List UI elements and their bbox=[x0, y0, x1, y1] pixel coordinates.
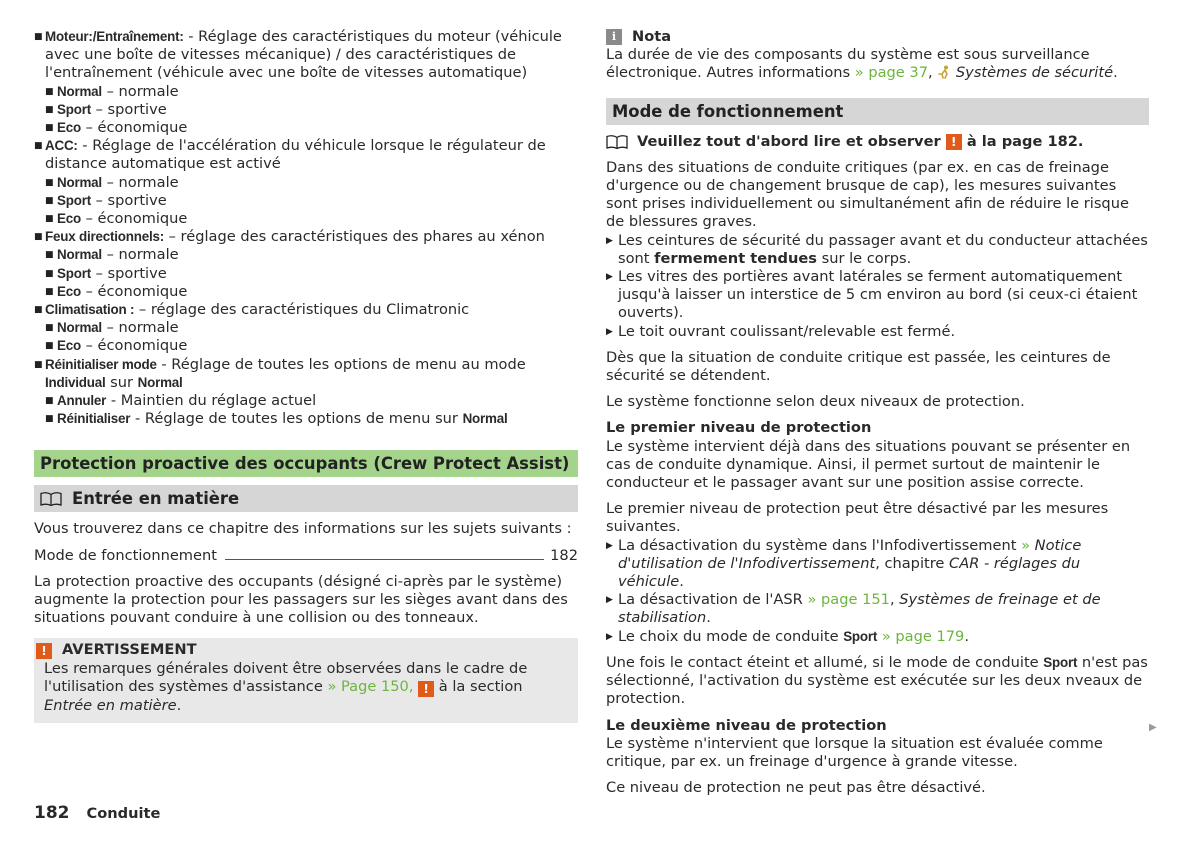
warning-text bbox=[44, 660, 568, 715]
page-link[interactable]: » page 179 bbox=[881, 627, 965, 645]
option-label: Annuler bbox=[57, 393, 107, 409]
nota-text bbox=[606, 46, 1149, 82]
measures-list bbox=[606, 232, 1149, 341]
setting-label: Réinitialiser mode bbox=[45, 356, 157, 372]
setting-feux bbox=[34, 228, 578, 301]
critical-intro: Dans des situations de conduite critiques (par ex. en cas de freinage d'urgence ou de changement brusque de cap), les mesures suivantes sont prises individuellement ou simultanément afin de réduire le risque de blessures graves. bbox=[606, 158, 1129, 231]
disable-item bbox=[606, 628, 1149, 646]
option-label: Réinitialiser bbox=[57, 411, 131, 427]
option-desc: - Maintien du réglage actuel bbox=[106, 392, 317, 410]
setting-option bbox=[45, 119, 578, 137]
description: La protection proactive des occupants (désigné ci-après par le système) augmente la protection pour les passagers sur les sièges avant dans des situations pouvant conduire à une collision ou des tonneaux. bbox=[34, 572, 568, 627]
left-column bbox=[34, 28, 578, 723]
nota-text-part: , bbox=[928, 64, 938, 82]
setting-option bbox=[45, 101, 578, 119]
safety-person-icon bbox=[937, 65, 951, 79]
option-desc: – économique bbox=[80, 337, 188, 355]
reactivation bbox=[606, 654, 1149, 709]
level1-text: Le système intervient déjà dans des situations pouvant se présenter en cas de conduite dynamique. Ainsi, il permet surtout de maintenir le conducteur et le passager avant sur une position assise correcte. bbox=[606, 437, 1131, 492]
disable-text: La désactivation du système dans l'Infodivertissement bbox=[618, 536, 1022, 554]
setting-desc: sur bbox=[105, 373, 138, 391]
mode-name: Normal bbox=[462, 411, 508, 427]
option-label: Eco bbox=[57, 283, 81, 299]
setting-label: Climatisation : bbox=[45, 302, 135, 318]
nota-text-part: . bbox=[1113, 64, 1118, 82]
warning-title: AVERTISSEMENT bbox=[62, 641, 197, 659]
setting-desc: - Réglage de l'accélération du véhicule lorsque le régulateur de distance automatique est activé bbox=[45, 137, 546, 173]
mode-name: Normal bbox=[137, 374, 183, 390]
option-label: Normal bbox=[57, 247, 102, 263]
warning-icon: ! bbox=[36, 643, 52, 659]
warning-text-part: Les remarques générales doivent être observées dans le cadre de l'utilisation des systèmes d'assistance bbox=[44, 659, 528, 695]
reactivation-text: n'est pas sélectionné, l'activation du système est exécutée sur les deux nveaux de protection. bbox=[606, 653, 1148, 708]
setting-reset bbox=[34, 356, 578, 429]
setting-label: ACC: bbox=[45, 138, 78, 154]
toc-leader bbox=[225, 559, 544, 560]
setting-option bbox=[45, 210, 578, 228]
measure-text: Les ceintures de sécurité du passager avant et du conducteur attachées sont bbox=[618, 231, 1148, 267]
setting-label: Feux directionnels: bbox=[45, 229, 164, 245]
after-critical: Dès que la situation de conduite critique est passée, les ceintures de sécurité se détendent. bbox=[606, 348, 1111, 385]
warning-icon: ! bbox=[418, 681, 434, 697]
intro-text: Vous trouverez dans ce chapitre des informations sur les sujets suivants : bbox=[34, 520, 572, 538]
option-desc: – économique bbox=[80, 282, 188, 300]
disable-text: . bbox=[706, 609, 711, 627]
warning-text-italic: Entrée en matière bbox=[44, 696, 177, 714]
intro-title: Entrée en matière bbox=[72, 489, 240, 509]
setting-label: Moteur:/Entraînement: bbox=[45, 29, 184, 44]
section-name: Conduite bbox=[86, 805, 161, 822]
section-title: Protection proactive des occupants (Crew Protect Assist) bbox=[34, 450, 578, 477]
measure-text: Le toit ouvrant coulissant/relevable est fermé. bbox=[618, 322, 956, 340]
right-column bbox=[606, 28, 1149, 797]
disable-text: La désactivation de l'ASR bbox=[618, 591, 808, 609]
warning-text-part: à la section bbox=[434, 677, 523, 695]
level2-title: Le deuxième niveau de protection bbox=[606, 716, 887, 734]
setting-moteur bbox=[34, 28, 578, 137]
disable-item bbox=[606, 537, 1149, 592]
setting-option bbox=[45, 174, 578, 192]
option-label: Sport bbox=[57, 192, 91, 208]
disable-italic: CAR - réglages du véhicule bbox=[618, 554, 1081, 591]
option-desc: – sportive bbox=[90, 100, 167, 118]
option-desc: – normale bbox=[101, 319, 179, 337]
book-icon bbox=[40, 492, 62, 506]
setting-option bbox=[45, 337, 578, 355]
warning-box bbox=[34, 638, 578, 723]
measure-item bbox=[606, 232, 1149, 268]
level1-disable: Le premier niveau de protection peut être désactivé par les mesures suivantes. bbox=[606, 500, 1109, 536]
setting-desc: - Réglage de toutes les options de menu au mode bbox=[156, 355, 526, 373]
reactivation-text: Une fois le contact éteint et allumé, si le mode de conduite bbox=[606, 653, 1044, 671]
page-link[interactable]: » page 151 bbox=[807, 591, 890, 609]
setting-acc bbox=[34, 137, 578, 228]
warning-icon: ! bbox=[946, 134, 962, 150]
warning-text-part: . bbox=[176, 696, 182, 714]
option-label: Normal bbox=[57, 83, 102, 99]
setting-option bbox=[45, 192, 578, 210]
setting-desc: – réglage des caractéristiques des phares au xénon bbox=[163, 228, 545, 246]
setting-option bbox=[45, 246, 578, 264]
setting-desc: - Réglage des caractéristiques du moteur (véhicule avec une boîte de vitesses mécanique) / des caractéristiques de l'entraînement (véhicule avec une boîte de vitesses automatique) bbox=[45, 28, 562, 82]
option-desc: – économique bbox=[80, 210, 188, 228]
nota-text-italic: Systèmes de sécurité bbox=[955, 64, 1114, 82]
setting-climatisation bbox=[34, 301, 578, 356]
option-desc: – sportive bbox=[90, 264, 167, 282]
option-label: Eco bbox=[57, 120, 81, 136]
option-label: Eco bbox=[57, 211, 81, 227]
setting-option bbox=[45, 392, 578, 410]
toc-page[interactable]: 182 bbox=[550, 546, 578, 564]
mode-name: Sport bbox=[1043, 654, 1078, 670]
page-number: 182 bbox=[34, 803, 70, 823]
setting-option bbox=[45, 283, 578, 301]
mode-name: Sport bbox=[843, 628, 878, 644]
warning-header bbox=[36, 641, 568, 659]
intro-header bbox=[34, 485, 578, 512]
option-label: Eco bbox=[57, 338, 81, 354]
nota-header bbox=[606, 28, 1149, 46]
measure-item bbox=[606, 268, 1149, 323]
setting-option bbox=[45, 319, 578, 337]
option-desc: – normale bbox=[101, 246, 179, 264]
setting-option bbox=[45, 83, 578, 101]
option-label: Normal bbox=[57, 174, 102, 190]
page-link[interactable]: » bbox=[1021, 536, 1031, 554]
option-desc: – normale bbox=[101, 82, 179, 100]
read-page[interactable]: à la page 182. bbox=[966, 132, 1084, 150]
disable-item bbox=[606, 591, 1149, 627]
level2-note: Ce niveau de protection ne peut pas être désactivé. bbox=[606, 779, 986, 797]
toc-item[interactable]: Mode de fonctionnement bbox=[34, 546, 217, 564]
disable-italic: Notice d'utilisation de l'Infodivertissement bbox=[618, 536, 1082, 572]
mode-title: Mode de fonctionnement bbox=[606, 98, 1149, 125]
disable-text: . bbox=[679, 573, 684, 591]
mode-name: Individual bbox=[45, 374, 106, 390]
option-label: Sport bbox=[57, 101, 91, 117]
disable-text: , chapitre bbox=[875, 554, 950, 572]
setting-option bbox=[45, 410, 578, 428]
measure-text: sur le corps. bbox=[816, 249, 912, 267]
book-icon bbox=[606, 135, 628, 149]
disable-italic: Systèmes de freinage et de stabilisation bbox=[618, 591, 1101, 627]
setting-desc: – réglage des caractéristiques du Climatronic bbox=[134, 301, 470, 319]
continue-arrow-icon: ▶ bbox=[1149, 722, 1157, 733]
level2-text: Le système n'intervient que lorsque la situation est évaluée comme critique, par ex. un freinage d'urgence à grande vitesse. bbox=[606, 734, 1103, 770]
option-desc: – normale bbox=[101, 173, 179, 191]
measure-item bbox=[606, 323, 1149, 341]
option-desc: - Réglage de toutes les options de menu sur bbox=[130, 410, 463, 428]
two-levels: Le système fonctionne selon deux niveaux de protection. bbox=[606, 393, 1025, 411]
disable-text: , bbox=[889, 591, 900, 609]
page-link[interactable]: » Page 150, bbox=[327, 677, 414, 695]
measure-bold: fermement tendues bbox=[654, 249, 817, 267]
nota-box bbox=[606, 28, 1149, 83]
disable-text: Le choix du mode de conduite bbox=[618, 627, 844, 645]
measure-text: Les vitres des portières avant latérales se ferment automatiquement jusqu'à laisser un interstice de 5 cm environ au bord (si ceux-ci étaient ouverts). bbox=[618, 268, 1138, 322]
settings-list bbox=[34, 28, 578, 428]
nota-title: Nota bbox=[632, 28, 672, 45]
disable-text: . bbox=[964, 627, 969, 645]
page-link[interactable]: » page 37 bbox=[854, 64, 928, 82]
info-icon: i bbox=[606, 29, 622, 45]
option-label: Sport bbox=[57, 265, 91, 281]
option-desc: – économique bbox=[80, 119, 188, 137]
option-desc: – sportive bbox=[90, 191, 167, 209]
disable-list bbox=[606, 537, 1149, 646]
page-footer bbox=[34, 804, 160, 823]
nota-text-part: La durée de vie des composants du système est sous surveillance électronique. Autres informations bbox=[606, 46, 1090, 82]
read-text: Veuillez tout d'abord lire et observer bbox=[637, 132, 941, 150]
level1-title: Le premier niveau de protection bbox=[606, 419, 872, 437]
option-label: Normal bbox=[57, 320, 102, 336]
read-first bbox=[606, 133, 1149, 151]
setting-option bbox=[45, 265, 578, 283]
toc-entry[interactable] bbox=[34, 547, 578, 565]
